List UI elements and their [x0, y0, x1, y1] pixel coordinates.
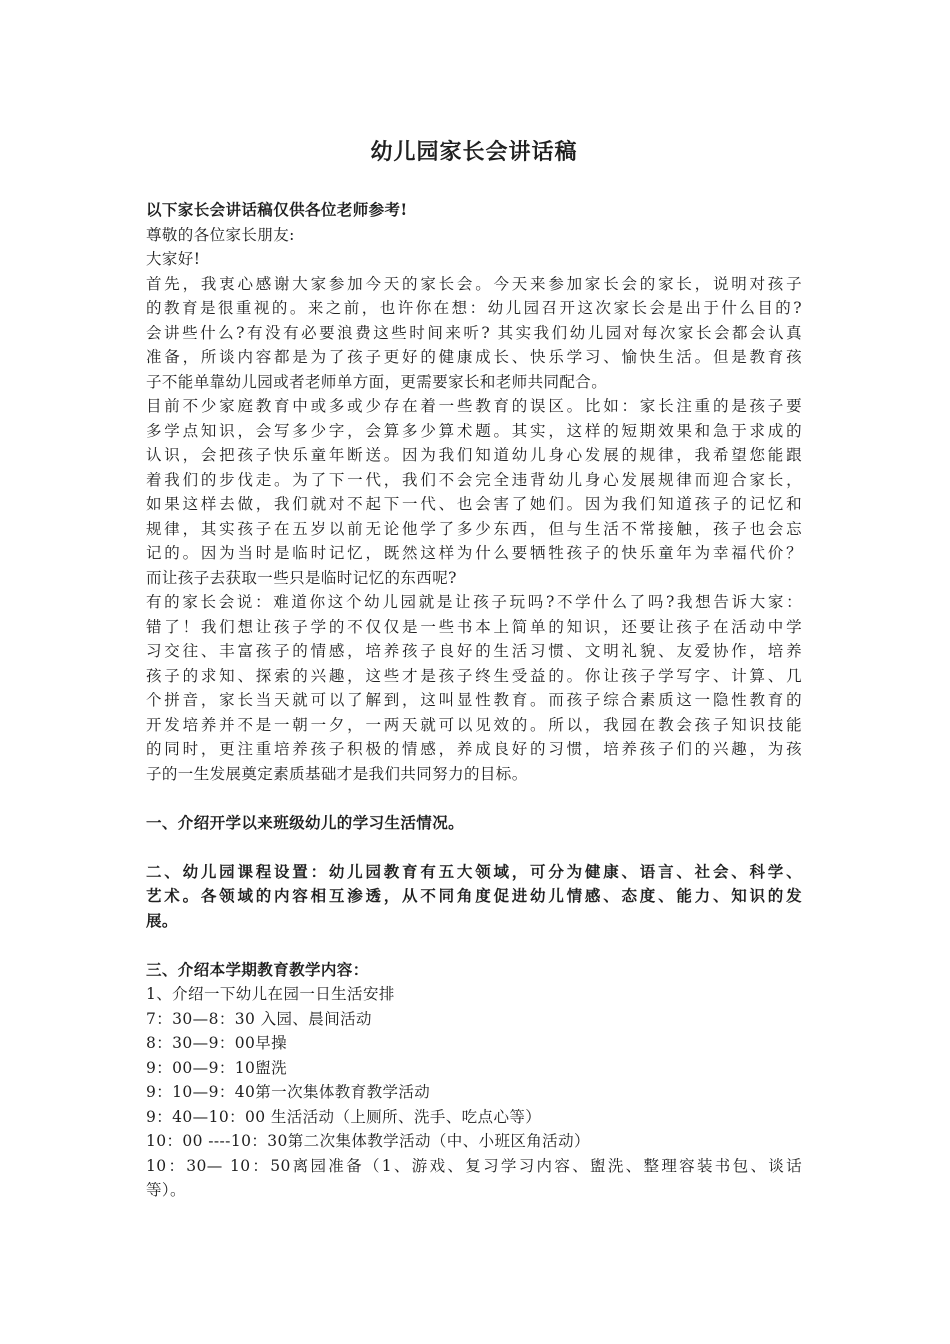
greeting: 大家好!	[146, 250, 201, 268]
text-line: 目前不少家庭教育中或多或少存在着一些教育的误区。比如：家长注重的是孩子要	[146, 397, 802, 415]
document-title: 幼儿园家长会讲话稿	[370, 139, 578, 165]
text-line: 展。	[146, 910, 178, 930]
text-line: 记的。因为当时是临时记忆，既然这样为什么要牺牲孩子的快乐童年为幸福代价？	[146, 544, 802, 562]
text-line: 开发培养并不是一朝一夕，一两天就可以见效的。所以，我园在教会孩子知识技能	[146, 715, 802, 734]
paragraph-2	[146, 394, 802, 590]
paragraph-1	[146, 272, 802, 395]
text-line: 孩子的求知、探索的兴趣，这些才是孩子终生受益的。你让孩子学写字、计算、几	[146, 666, 802, 685]
text-line: 错了！我们想让孩子学的不仅仅是一些书本上简单的知识，还要让孩子在活动中学	[146, 617, 802, 636]
spacer	[146, 786, 802, 811]
section-3-heading: 三、介绍本学期教育教学内容：	[146, 959, 369, 979]
text-line: 的教育是很重视的。来之前，也许你在想：幼儿园召开这次家长会是出于什么目的?	[146, 299, 802, 317]
text-line: 着我们的步伐走。为了下一代，我们不会完全违背幼儿身心发展规律而迎合家长，	[146, 470, 802, 489]
text-line: 多学点知识，会写多少字，会算多少算术题。其实，这样的短期效果和急于求成的	[146, 421, 802, 440]
text-line: 首先，我衷心感谢大家参加今天的家长会。今天来参加家长会的家长，说明对孩子	[146, 274, 802, 293]
text-line: 会讲些什么?有没有必要浪费这些时间来听? 其实我们幼儿园对每次家长会都会认真	[146, 323, 802, 342]
text-line: 的同时，更注重培养孩子积极的情感，养成良好的习惯，培养孩子们的兴趣，为孩	[146, 740, 802, 758]
schedule-item: 等）。	[146, 1181, 186, 1199]
document-body	[146, 198, 802, 1203]
text-line: 如果这样去做，我们就对不起下一代、也会害了她们。因为我们知道孩子的记忆和	[146, 495, 802, 513]
intro-note: 以下家长会讲话稿仅供各位老师参考!	[146, 200, 408, 219]
schedule-item: 10：30— 10：50离园准备（1、游戏、复习学习内容、盥洗、整理容装书包、谈话	[146, 1156, 802, 1175]
text-line: 习交往、丰富孩子的情感，培养孩子良好的生活习惯、文明礼貌、友爱协作，培养	[146, 642, 802, 660]
text-line: 子的一生发展奠定素质基础才是我们共同努力的目标。	[146, 764, 528, 783]
schedule-item: 10：00 ----10：30第二次集体教学活动（中、小班区角活动）	[146, 1132, 590, 1150]
schedule-item: 7：30—8：30 入园、晨间活动	[146, 1009, 372, 1028]
salutation: 尊敬的各位家长朋友:	[146, 225, 295, 244]
schedule-item: 8：30—9：00早操	[146, 1034, 288, 1052]
schedule-intro: 1、介绍一下幼儿在园一日生活安排	[146, 985, 395, 1003]
section-2	[146, 860, 802, 934]
schedule-item: 9：10—9：40第一次集体教育教学活动	[146, 1083, 431, 1101]
schedule-item: 9：40—10：00 生活活动（上厕所、洗手、吃点心等）	[146, 1107, 542, 1126]
text-line: 二、幼儿园课程设置：幼儿园教育有五大领域，可分为健康、语言、社会、科学、	[146, 861, 802, 881]
schedule-item: 9：00—9：10盥洗	[146, 1058, 288, 1077]
spacer	[146, 933, 802, 958]
text-line: 认识，会把孩子快乐童年断送。因为我们知道幼儿身心发展的规律，我希望您能跟	[146, 446, 802, 464]
text-line: 规律，其实孩子在五岁以前无论他学了多少东西，但与生活不常接触，孩子也会忘	[146, 519, 802, 538]
section-1-heading: 一、介绍开学以来班级幼儿的学习生活情况。	[146, 812, 465, 832]
text-line: 而让孩子去获取一些只是临时记忆的东西呢?	[146, 568, 457, 587]
text-line: 准备，所谈内容都是为了孩子更好的健康成长、快乐学习、愉快生活。但是教育孩	[146, 348, 802, 366]
text-line: 个拼音，家长当天就可以了解到，这叫显性教育。而孩子综合素质这一隐性教育的	[146, 691, 802, 709]
spacer	[146, 835, 802, 860]
text-line: 有的家长会说：难道你这个幼儿园就是让孩子玩吗?不学什么了吗?我想告诉大家：	[146, 593, 802, 611]
text-line: 子不能单靠幼儿园或者老师单方面，更需要家长和老师共同配合。	[146, 372, 608, 391]
text-line: 艺术。各领域的内容相互渗透，从不同角度促进幼儿情感、态度、能力、知识的发	[146, 886, 802, 905]
daily-schedule	[146, 1007, 802, 1203]
paragraph-3	[146, 590, 802, 786]
